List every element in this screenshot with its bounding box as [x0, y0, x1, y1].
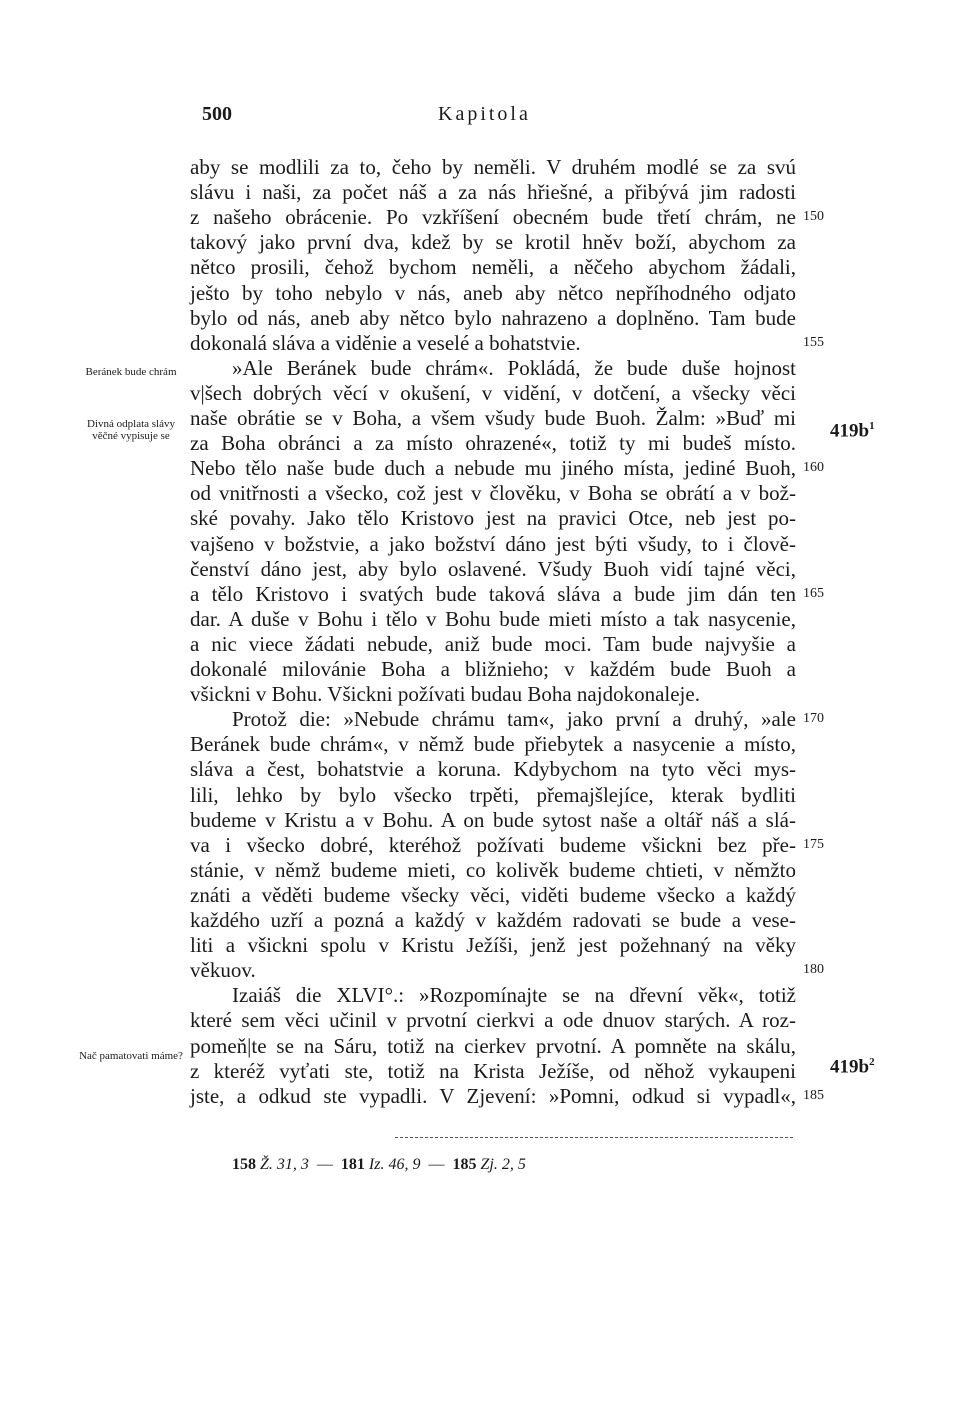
- folio-marker: $419b^1$: [830, 420, 875, 442]
- text-line: slávu i naši, za počet náš a za nás hřiešné, a přibývá jim radosti: [190, 180, 796, 204]
- line-number: 180: [803, 962, 824, 977]
- text-line: z kteréž vyťati ste, totiž na Krista Ježíše, od něhož vykaupeni: [190, 1059, 796, 1083]
- text-line: bylo od nás, aneb aby nětco bylo nahrazeno a doplněno. Tam bude: [190, 306, 796, 330]
- text-line: ské povahy. Jako tělo Kristovo jest na pravici Otce, neb jest po-: [190, 506, 796, 530]
- text-line: nětco prosili, čehož bychom neměli, a něčeho abychom žádali,: [190, 255, 796, 279]
- footnote-separator: —: [428, 1156, 445, 1173]
- text-line: va i všecko dobré, kteréhož požívati budeme všickni bez pře-: [190, 833, 796, 857]
- text-line: všickni v Bohu. Všickni požívati budau Boha najdokonaleje.: [190, 682, 700, 706]
- text-line: dokonalá sláva a viděnie a veselé a bohatstvie.: [190, 331, 581, 355]
- footnote-reference: Iz. 46, 9: [368, 1156, 421, 1173]
- text-line: Protož die: »Nebude chrámu tam«, jako první a druhý, »ale: [232, 707, 796, 731]
- line-number: 185: [803, 1088, 824, 1103]
- line-number: 155: [803, 335, 824, 350]
- margin-note: Nač pamatovati máme?: [79, 1050, 183, 1062]
- line-number: 160: [803, 460, 824, 475]
- text-line: liti a všickni spolu v Kristu Ježíši, jenž jest požehnaný na věky: [190, 933, 796, 957]
- margin-note: Beránek bude chrám: [85, 366, 177, 378]
- text-line: vajšeno v božstvie, a jako božství dáno jest býti všudy, to i člově-: [190, 532, 796, 556]
- text-line: za Boha obránci a za místo ohrazené«, totiž ty mi budeš místo.: [190, 431, 796, 455]
- text-line: ještо by toho nebylo v nás, aneb aby nětco nepříhodného odjato: [190, 281, 796, 305]
- text-line: dokonalé milovánie Boha a bližnieho; v každém bude Buoh a: [190, 657, 796, 681]
- footnote-line-number: 181: [340, 1156, 365, 1173]
- line-number: 170: [803, 711, 824, 726]
- text-line: takový jako první dva, kdež by se krotil hněv boží, abychom za: [190, 230, 796, 254]
- text-line: lili, lehko by bylo všecko trpěti, přemajšlejíce, kterak bydliti: [190, 783, 796, 807]
- page-number: 500: [202, 103, 232, 125]
- text-line: stánie, v němž budeme mieti, co kolivěk budeme chtieti, v němžto: [190, 858, 796, 882]
- text-line: a nic viece žádati nebude, aniž bude moci. Tam bude najvyšie a: [190, 632, 796, 656]
- text-line: aby se modlili za to, čeho by neměli. V druhém modlé se za svú: [190, 155, 796, 179]
- text-line: čenství dáno jest, aby bylo oslavené. Všudy Buoh vidí tajné věci,: [190, 557, 796, 581]
- text-line: naše obrátie se v Boha, a všem všudy bude Buoh. Žalm: »Buď mi: [190, 406, 796, 430]
- text-line: od vnitřnosti a všecko, což jest v člověku, v Boha se obrátí a v bož-: [190, 481, 796, 505]
- page-header: [0, 103, 960, 129]
- text-line: dar. A duše v Bohu i tělo v Bohu bude mieti místo a tak nasycenie,: [190, 607, 796, 631]
- footnote-rule: [395, 1137, 793, 1138]
- text-line: budeme v Kristu a v Bohu. A on bude sytost naše a oltář náš a slá-: [190, 808, 796, 832]
- text-line: Beránek bude chrám«, v němž bude přiebytek a nasycenie a místo,: [190, 732, 796, 756]
- text-line: každého uzří a pozná a každý v každém radovati se bude a vese-: [190, 908, 796, 932]
- footnote-line-number: 158: [232, 1156, 256, 1173]
- text-line: Nebo tělo naše bude duch a nebude mu jiného místa, jediné Buoh,: [190, 456, 796, 480]
- running-title: Kapitola: [438, 103, 531, 125]
- line-number: 165: [803, 586, 824, 601]
- text-line: věkuov.: [190, 958, 256, 982]
- text-line: pomeň|te se na Sáru, totiž na cierkev prvotní. A pomněte na skálu,: [190, 1034, 796, 1058]
- text-line: v|šech dobrých věcí v okušení, v vidění, v dotčení, a všecky věci: [190, 381, 796, 405]
- line-number: 150: [803, 209, 824, 224]
- text-line: jste, a odkud ste vypadli. V Zjevení: »Pomni, odkud si vypadl«,: [190, 1084, 796, 1108]
- text-line: které sem věci učinil v prvotní cierkvi a ode dnuov starých. A roz-: [190, 1008, 796, 1032]
- text-line: znáti a věděti budeme všecky věci, viděti budeme všecko a každý: [190, 883, 796, 907]
- footnote-reference: Zj. 2, 5: [480, 1156, 526, 1173]
- footnote-line-number: 185: [452, 1156, 477, 1173]
- footnote-separator: —: [316, 1156, 333, 1173]
- text-line: a tělo Kristovo i svatých bude taková sláva a bude jim dán ten: [190, 582, 796, 606]
- folio-marker: $419b^2$: [830, 1056, 875, 1078]
- text-line: sláva a čest, bohatstvie a koruna. Kdybychom na tyto věci mys-: [190, 757, 796, 781]
- margin-note: Divná odplata slávy věčné vypisuje se: [87, 418, 175, 442]
- footnotes: [232, 1154, 526, 1176]
- line-number: 175: [803, 837, 824, 852]
- text-line: »Ale Beránek bude chrám«. Pokládá, že bude duše hojnost: [232, 356, 796, 380]
- text-line: z našeho obrácenie. Po vzkříšení obecném bude třetí chrám, ne: [190, 205, 796, 229]
- text-line: Izaiáš die XLVI°.: »Rozpomínajte se na dřevní věk«, totiž: [232, 983, 796, 1007]
- footnote-reference: Ž. 31, 3: [260, 1156, 309, 1173]
